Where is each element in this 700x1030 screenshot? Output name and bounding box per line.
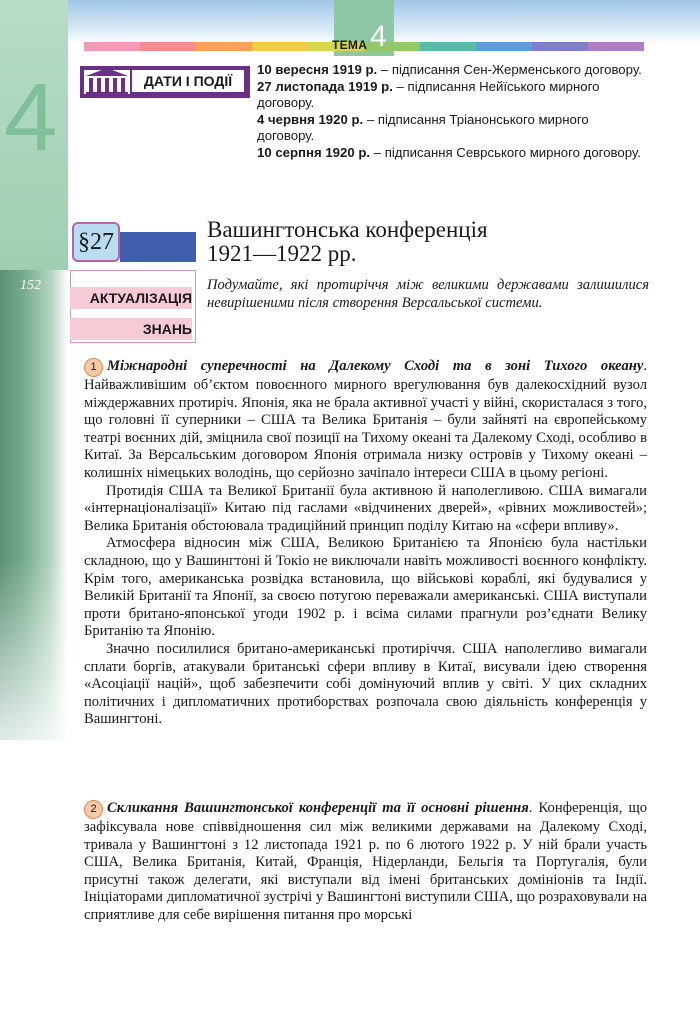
paragraph-number: §27 xyxy=(72,222,120,262)
section-1-title: Міжнародні суперечності на Далекому Сході та в зоні Тихого океану xyxy=(107,358,644,374)
stripe-segment xyxy=(588,42,644,51)
tema-number: 4 xyxy=(370,20,387,53)
section-2-title: Скликання Вашингтонської конференції та її основні рішення xyxy=(107,800,529,816)
stripe-segment xyxy=(196,42,252,51)
paragraph: Значно посилилися британо-американські протиріччя. США наполегливо вимагали сплати боргів, атакували британські сфери впливу в Китаї, висували ідею створення «Асоціації націй», щоб забезпечити собі домінуючий вплив у світі. У цих складних політичних і дипломатичних протиборствах розпочала свою діяльність конференція у Вашингтоні. xyxy=(84,640,647,728)
section-1 xyxy=(84,358,647,729)
section-2-paragraph: 2 Скликання Вашингтонської конференції та її основні рішення. Конференція, що зафіксувала нове співвідношення сил між великими державами на Далекому Сході, тривала у Вашингтоні з 12 листопада 1921 р. по 6 лютого 1922 р. У ній брали участь США, Велика Британія, Китай, Франція, Нідерланди, Бельгія та Португалія, були присутні також делегати, які виступали від імені британських домініонів та Індії. Ініціаторами дипломатичної зустрічі у Вашингтоні виступили США, що розраховували на сприятливе для себе вирішення питання про морські xyxy=(84,800,647,923)
stripe-segment xyxy=(476,42,532,51)
page-number: 152 xyxy=(20,278,41,293)
page-title: Вашингтонська конференція 1921—1922 рр. xyxy=(207,217,488,266)
dates-label: ДАТИ І ПОДІЇ xyxy=(132,70,244,92)
margin-photo-fade xyxy=(0,560,68,780)
updates-label-line2: ЗНАНЬ xyxy=(70,318,192,340)
stripe-segment xyxy=(252,42,308,51)
stripe-segment xyxy=(532,42,588,51)
stripe-segment xyxy=(84,42,140,51)
tema-label: ТЕМА xyxy=(332,38,368,52)
date-item: 4 червня 1920 р. – підписання Тріанонського мирного договору. xyxy=(257,111,589,144)
date-item: 10 серпня 1920 р. – підписання Севрського мирного договору. xyxy=(257,144,641,160)
paragraph-bar xyxy=(120,232,196,262)
section-number-badge: 2 xyxy=(84,800,103,819)
stripe-segment xyxy=(420,42,476,51)
paragraph: Протидія США та Великої Британії була активною й наполегливою. США вимагали «інтернаціоналізації» Китаю під гаслами «відчинених дверей», «рівних можливостей»; Велика Британія обстоювала традиційний принцип поділу Китаю на «сфери впливу». xyxy=(84,482,647,534)
section-2 xyxy=(84,800,647,925)
section-number-badge: 1 xyxy=(84,358,103,377)
updates-question: Подумайте, які протиріччя між великими державами залишилися невирішеними після створення Версальської системи. xyxy=(207,277,649,311)
dates-list xyxy=(257,62,647,162)
updates-label-line1: АКТУАЛІЗАЦІЯ xyxy=(70,287,192,309)
date-item: 10 вересня 1919 р. – підписання Сен-Жерменського договору. xyxy=(257,62,642,77)
section-number-margin: 4 xyxy=(4,64,58,171)
stripe-segment xyxy=(140,42,196,51)
date-item: 27 листопада 1919 р. – підписання Нейїського мирного договору. xyxy=(257,78,600,111)
section-1-paragraph: 1 Міжнародні суперечності на Далекому Сході та в зоні Тихого океану. Найважливішим об’єктом повоєнного мирного врегулювання був далекосхідний вузол міждержавних протиріч. Японія, яка не брала активної участі у війні, скористалася з того, що головні її суперники – США та Велика Британія – були зайняті на європейському театрі воєнних дій, зміцнила свої позиції на Тихому океані та Далекому Сході, особливо в Китаї. За Версальським договором Японія отримала низку островів у Тихому океані – колишніх німецьких володінь, що серйозно зачіпало інтереси США в цьому регіоні. xyxy=(84,358,647,481)
paragraph: Атмосфера відносин між США, Великою Британією та Японією була настільки складною, що у Вашингтоні й Токіо не виключали навіть можливості воєнного конфлікту. Крім того, американська розвідка встановила, що військові кораблі, які будувалися у Великій Британії та Японії, за своєю потугою переважали американські. США виступали проти британо-японської угоди 1902 р. і всіма силами прагнули роз’єднати Велику Британію та Японію. xyxy=(84,535,647,640)
